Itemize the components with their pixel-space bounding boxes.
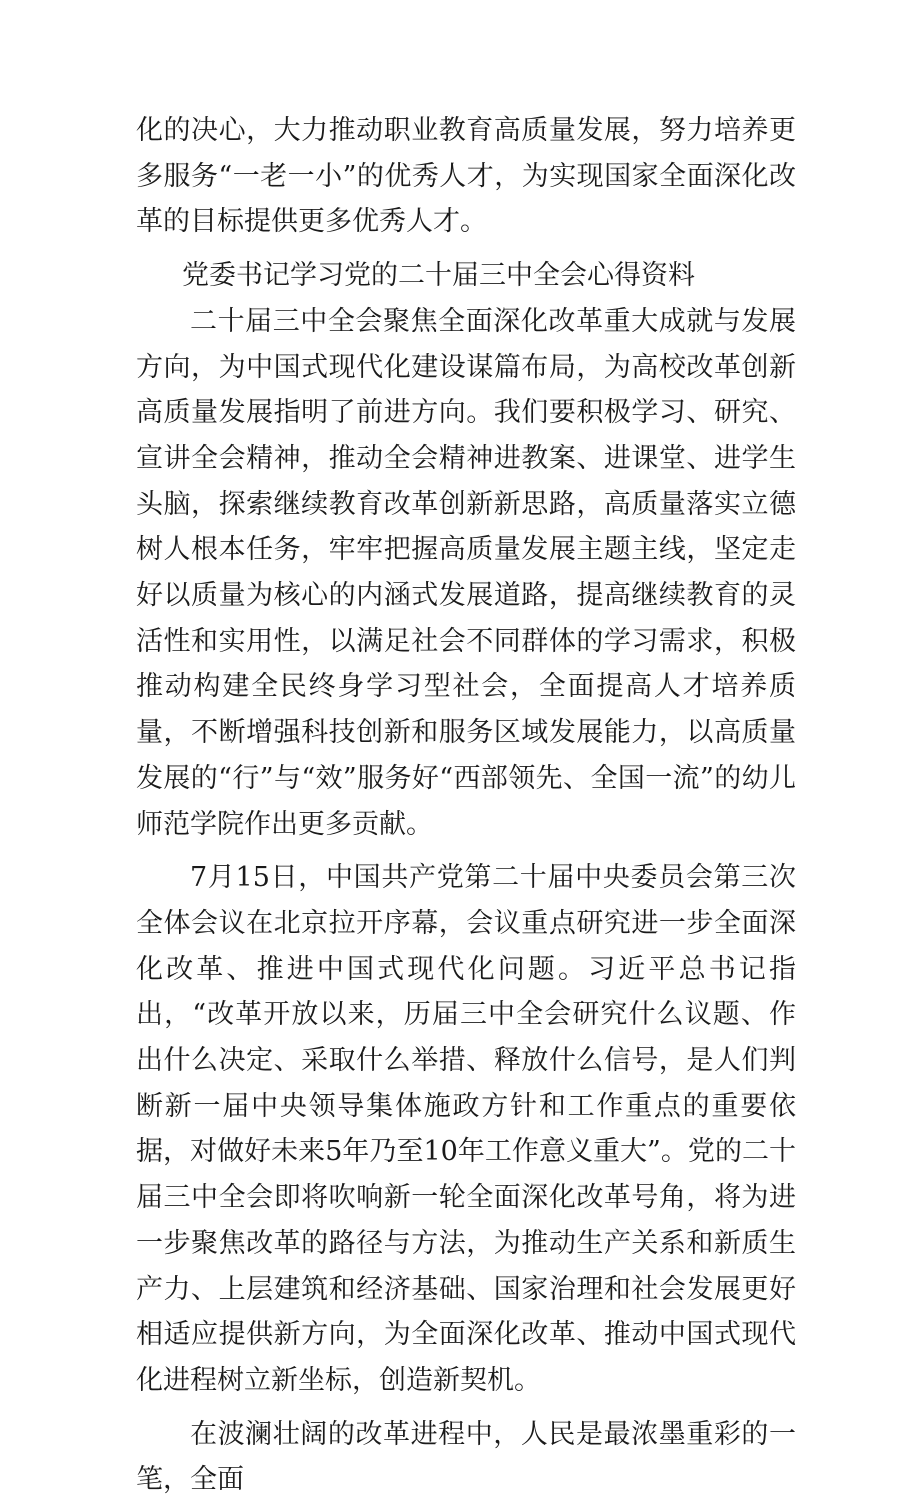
body-paragraph-2: 7月15日，中国共产党第二十届中央委员会第三次全体会议在北京拉开序幕，会议重点研究进一步全面深化改革、推进中国式现代化问题。习近平总书记指出，“改革开放以来，历届三中全会研究什么议题、作出什么决定、采取什么举措、释放什么信号，是人们判断新一届中央领导集体施政方针和工作重点的重要依据，对做好未来5年乃至10年工作意义重大”。党的二十届三中全会即将吹响新一轮全面深化改革号角，将为进一步聚焦改革的路径与方法，为推动生产关系和新质生产力、上层建筑和经济基础、国家治理和社会发展更好相适应提供新方向，为全面深化改革、推动中国式现代化进程树立新坐标，创造新契机。: [136, 862, 796, 1396]
body-paragraph-1: 二十届三中全会聚焦全面深化改革重大成就与发展方向，为中国式现代化建设谋篇布局，为高校改革创新高质量发展指明了前进方向。我们要积极学习、研究、宣讲全会精神，推动全会精神进教案、进课堂、进学生头脑，探索继续教育改革创新新思路，高质量落实立德树人根本任务，牢牢把握高质量发展主题主线，坚定走好以质量为核心的内涵式发展道路，提高继续教育的灵活性和实用性，以满足社会不同群体的学习需求，积极推动构建全民终身学习型社会，全面提高人才培养质量，不断增强科技创新和服务区域发展能力，以高质量发展的“行”与“效”服务好“西部领先、全国一流”的幼儿师范学院作出更多贡献。: [136, 305, 796, 840]
body-paragraph-3: 在波澜壮阔的改革进程中，人民是最浓墨重彩的一笔，全面: [136, 1418, 796, 1496]
document-body: [136, 108, 796, 1503]
continuation-paragraph: 化的决心，大力推动职业教育高质量发展，努力培养更多服务“一老一小”的优秀人才，为实现国家全面深化改革的目标提供更多优秀人才。: [136, 115, 796, 238]
section-title: 党委书记学习党的二十届三中全会心得资料: [182, 260, 695, 292]
